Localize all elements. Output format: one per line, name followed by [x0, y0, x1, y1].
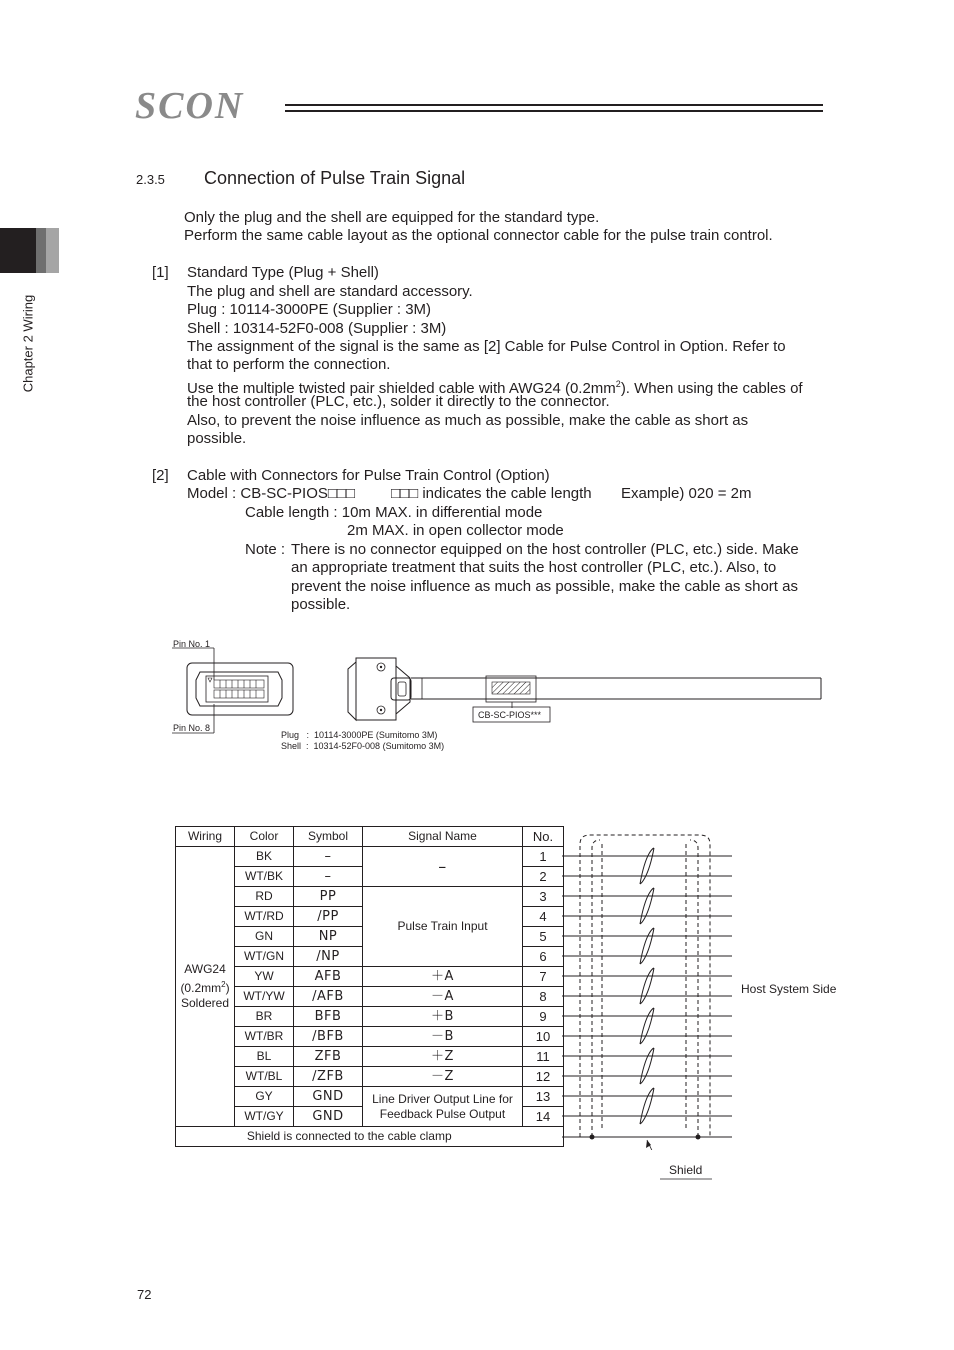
section-heading — [136, 168, 465, 189]
symbol-cell: NP — [294, 927, 363, 947]
wiring-table — [175, 826, 564, 1147]
wiring-cell: AWG24 $(0.2mm^2)$ Soldered — [176, 847, 235, 1127]
color-cell: BR — [235, 1007, 294, 1027]
symbol-cell: PP — [294, 887, 363, 907]
color-cell: WT/BL — [235, 1067, 294, 1087]
symbol-cell: ZFB — [294, 1047, 363, 1067]
table-row — [176, 1007, 564, 1027]
footer-cell: Shield is connected to the cable clamp — [176, 1127, 523, 1147]
signal-cell: Line Driver Output Line for Feedback Pulse Output — [363, 1087, 523, 1127]
symbol-cell: GND — [294, 1107, 363, 1127]
twisted-pair-diagram — [562, 830, 740, 1150]
color-cell: WT/GY — [235, 1107, 294, 1127]
logo-scon: SCON — [135, 85, 245, 127]
no-cell: 9 — [523, 1007, 564, 1027]
header-cell: Wiring — [176, 827, 235, 847]
item2-title: Cable with Connectors for Pulse Train Control (Option) — [187, 467, 550, 484]
no-cell: 13 — [523, 1087, 564, 1107]
header-cell: Color — [235, 827, 294, 847]
color-cell: BK — [235, 847, 294, 867]
item1-line: possible. — [187, 430, 247, 447]
item1-line: The plug and shell are standard accessory. — [187, 283, 473, 300]
shell-spec: Shell : 10314-52F0-008 (Sumitomo 3M) — [281, 741, 445, 751]
item2-model: Model : CB-SC-PIOS□□□ — [187, 485, 356, 502]
intro-line-2: Perform the same cable layout as the optional connector cable for the pulse train control. — [184, 227, 773, 244]
header-cell: Symbol — [294, 827, 363, 847]
symbol-cell: /NP — [294, 947, 363, 967]
chapter-tab — [0, 228, 60, 273]
table-row — [176, 987, 564, 1007]
item2-example: Example) 020 = 2m — [621, 485, 752, 502]
header-cell: No. — [523, 827, 564, 847]
no-cell: 1 — [523, 847, 564, 867]
header-cell: Signal Name — [363, 827, 523, 847]
color-cell: RD — [235, 887, 294, 907]
no-cell: 8 — [523, 987, 564, 1007]
signal-cell: ＋A — [363, 967, 523, 987]
signal-cell: －B — [363, 1027, 523, 1047]
no-cell: 6 — [523, 947, 564, 967]
shield-underline — [660, 1178, 712, 1182]
color-cell: WT/RD — [235, 907, 294, 927]
signal-cell: －Z — [363, 1067, 523, 1087]
header-rule-top — [285, 104, 823, 106]
no-cell: 14 — [523, 1107, 564, 1127]
item1-line: The assignment of the signal is the same as [2] Cable for Pulse Control in Option. Refer to — [187, 338, 786, 355]
item1-line: Shell : 10314-52F0-008 (Supplier : 3M) — [187, 320, 447, 337]
signal-cell: Pulse Train Input — [363, 887, 523, 967]
color-cell: BL — [235, 1047, 294, 1067]
symbol-cell: /ZFB — [294, 1067, 363, 1087]
cable-label: CB-SC-PIOS*** — [478, 710, 542, 720]
item2-note-line: an appropriate treatment that suits the host controller (PLC, etc.). Also, to — [291, 559, 777, 576]
item2-model-note: □□□ indicates the cable length — [391, 485, 592, 502]
color-cell: WT/BK — [235, 867, 294, 887]
symbol-cell: BFB — [294, 1007, 363, 1027]
item2-note-line: possible. — [291, 596, 351, 613]
table-row — [176, 1067, 564, 1087]
item1-line: the host controller (PLC, etc.), solder it directly to the connector. — [187, 393, 610, 410]
signal-cell: ＋B — [363, 1007, 523, 1027]
intro-line-1: Only the plug and the shell are equipped for the standard type. — [184, 209, 600, 226]
item1-line: Plug : 10114-3000PE (Supplier : 3M) — [187, 301, 432, 318]
no-cell: 5 — [523, 927, 564, 947]
connector-figure — [170, 636, 830, 756]
color-cell: GN — [235, 927, 294, 947]
table-header-row — [176, 827, 564, 847]
table-row — [176, 1027, 564, 1047]
no-cell: 12 — [523, 1067, 564, 1087]
symbol-cell: /BFB — [294, 1027, 363, 1047]
no-cell: 7 — [523, 967, 564, 987]
item2-length2: 2m MAX. in open collector mode — [347, 522, 564, 539]
color-cell: GY — [235, 1087, 294, 1107]
no-cell: 11 — [523, 1047, 564, 1067]
symbol-cell: GND — [294, 1087, 363, 1107]
symbol-cell: – — [294, 847, 363, 867]
item1-line: that to perform the connection. — [187, 356, 391, 373]
table-footer-row — [176, 1127, 564, 1147]
color-cell: YW — [235, 967, 294, 987]
shield-label: Shield — [669, 1163, 703, 1177]
item2-note-label: Note : — [245, 541, 286, 558]
color-cell: WT/YW — [235, 987, 294, 1007]
item1-awg-line: Use the multiple twisted pair shielded cable with AWG24 $(0.2mm^2)$. When using the cables of — [187, 379, 803, 397]
no-cell: 10 — [523, 1027, 564, 1047]
no-cell: 4 — [523, 907, 564, 927]
chapter-label: Chapter 2 Wiring — [20, 294, 36, 393]
item1-line: Also, to prevent the noise influence as much as possible, make the cable as short as — [187, 412, 749, 429]
pin1-label: Pin No. 1 — [173, 639, 211, 649]
symbol-cell: /PP — [294, 907, 363, 927]
section-title: Connection of Pulse Train Signal — [204, 168, 466, 188]
item2-note-line: There is no connector equipped on the host controller (PLC, etc.) side. Make — [291, 541, 799, 558]
symbol-cell: – — [294, 867, 363, 887]
table-row — [176, 1087, 564, 1107]
item2-note-line: prevent the noise influence as much as possible, make the cable as short as — [291, 578, 798, 595]
table-row — [176, 1047, 564, 1067]
color-cell: WT/GN — [235, 947, 294, 967]
item1-line: Standard Type (Plug + Shell) — [187, 264, 379, 281]
color-cell: WT/BR — [235, 1027, 294, 1047]
section-number: 2.3.5 — [136, 172, 165, 187]
table-row — [176, 887, 564, 907]
signal-cell: ＋Z — [363, 1047, 523, 1067]
table-row — [176, 967, 564, 987]
item2-label: [2] — [152, 467, 169, 484]
signal-cell: －A — [363, 987, 523, 1007]
header-rule-bottom — [285, 110, 823, 112]
plug-spec: Plug : 10114-3000PE (Sumitomo 3M) — [281, 730, 438, 740]
no-cell: 3 — [523, 887, 564, 907]
item2-length1: Cable length : 10m MAX. in differential mode — [245, 504, 543, 521]
signal-cell: – — [363, 847, 523, 887]
item1-label: [1] — [152, 264, 169, 281]
no-cell: 2 — [523, 867, 564, 887]
pin8-label: Pin No. 8 — [173, 723, 211, 733]
symbol-cell: AFB — [294, 967, 363, 987]
host-system-side-label: Host System Side — [741, 982, 837, 996]
table-row — [176, 847, 564, 867]
page-number: 72 — [137, 1287, 152, 1302]
symbol-cell: /AFB — [294, 987, 363, 1007]
